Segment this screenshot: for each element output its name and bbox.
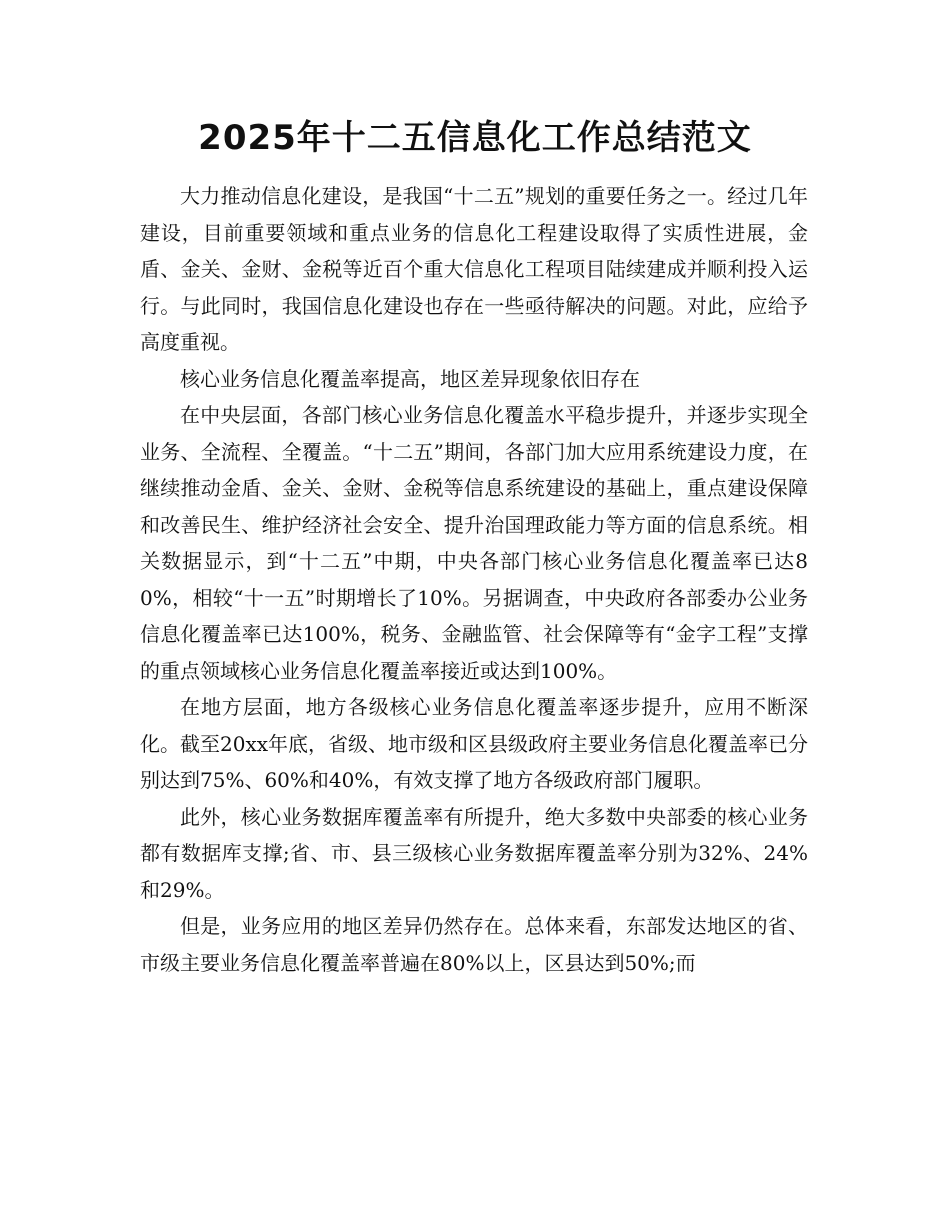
document-body [140,178,808,981]
paragraph-database-coverage: 此外，核心业务数据库覆盖率有所提升，绝大多数中央部委的核心业务都有数据库支撑;省、市、县三级核心业务数据库覆盖率分别为32%、24%和29%。 [140,804,808,902]
paragraph-central-level: 在中央层面，各部门核心业务信息化覆盖水平稳步提升，并逐步实现全业务、全流程、全覆盖。“十二五”期间，各部门加大应用系统建设力度，在继续推动金盾、金关、金财、金税等信息系统建设的基础上，重点建设保障和改善民生、维护经济社会安全、提升治国理政能力等方面的信息系统。相关数据显示，到“十二五”中期，中央各部门核心业务信息化覆盖率已达80%，相较“十一五”时期增长了10%。另据调查，中央政府各部委办公业务信息化覆盖率已达100%，税务、金融监管、社会保障等有“金字工程”支撑的重点领域核心业务信息化覆盖率接近或达到100%。 [140,403,808,683]
paragraph-local-level: 在地方层面，地方各级核心业务信息化覆盖率逐步提升，应用不断深化。截至20xx年底，省级、地市级和区县级政府主要业务信息化覆盖率已分别达到75%、60%和40%，有效支撑了地方各级政府部门履职。 [140,695,809,792]
paragraph-section-heading: 核心业务信息化覆盖率提高，地区差异现象依旧存在 [180,366,640,391]
paragraph-regional-difference: 但是，业务应用的地区差异仍然存在。总体来看，东部发达地区的省、市级主要业务信息化覆盖率普遍在80%以上，区县达到50%;而 [140,914,808,975]
paragraph-intro: 大力推动信息化建设，是我国“十二五”规划的重要任务之一。经过几年建设，目前重要领域和重点业务的信息化工程建设取得了实质性进展，金盾、金关、金财、金税等近百个重大信息化工程项目陆续建成并顺利投入运行。与此同时，我国信息化建设也存在一些亟待解决的问题。对此，应给予高度重视。 [140,184,808,354]
document-title: 2025年十二五信息化工作总结范文 [198,118,752,158]
